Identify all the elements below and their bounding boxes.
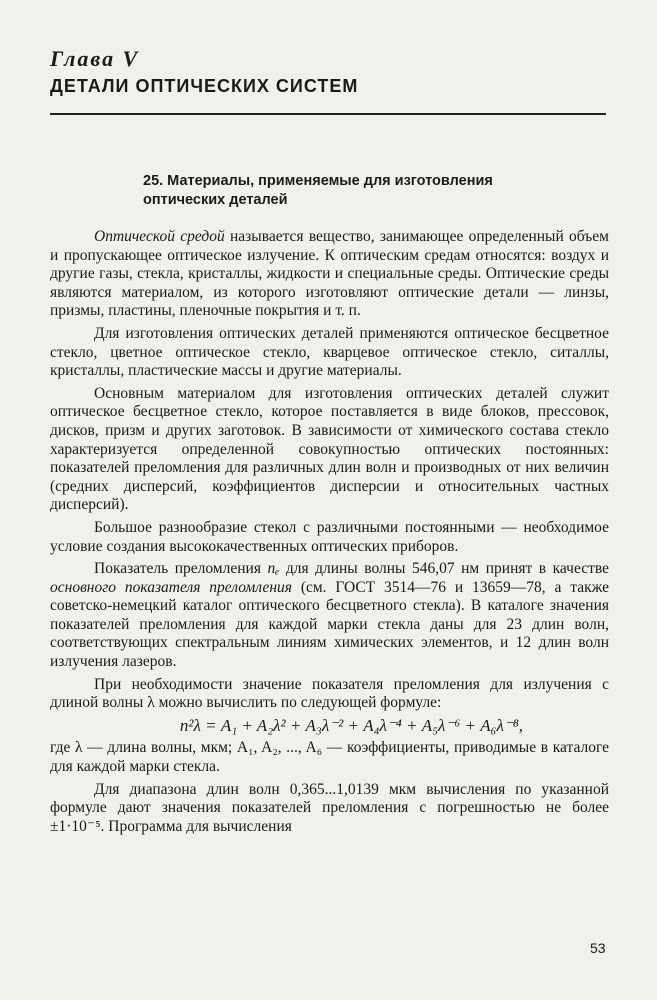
chapter-title: ДЕТАЛИ ОПТИЧЕСКИХ СИСТЕМ xyxy=(50,76,359,96)
paragraph-3: Основным материалом для изготовления оптических деталей служит оптическое бесцветное стекло, которое поставляется в виде блоков, прессовок, дисков, призм и других заготовок. В зависимости от химического состава стекло характеризуется определенной совокупностью оптических постоянных: показателей преломления для различных длин волн и производных от них величин (средних дисперсий, коэффициентов дисперсии и относительных частных дисперсий). xyxy=(50,384,609,514)
paragraph-6: При необходимости значение показателя преломления для излучения с длиной волны λ можно вычислить по следующей формуле: xyxy=(50,675,609,712)
paragraph-4: Большое разнообразие стекол с различными постоянными — необходимое условие создания высококачественных оптических приборов. xyxy=(50,518,609,555)
symbol-ne: nₑ xyxy=(267,560,280,578)
term-main-index: основного показателя преломления xyxy=(50,578,292,596)
paragraph-5-text-c: (см. ГОСТ 3514—76 и 13659—78, а также советско-немецкий каталог оптического бесцветного стекла). В каталоге значения показателей преломления для каждой марки стекла даны для 23 длин волн, соответствующих спектральным линиям химических элементов, и 12 длин волн излучения лазеров. xyxy=(50,578,609,671)
dispersion-formula: n²λ = A₁ + A₂λ² + A₃λ⁻² + A₄λ⁻⁴ + A₅λ⁻⁶ + A₆λ⁻⁸, xyxy=(179,715,524,735)
term-optical-medium: Оптической средой xyxy=(94,228,225,245)
paragraph-7: где λ — длина волны, мкм; A₁, A₂, ..., A₆ — коэффициенты, приводимые в каталоге для каждой марки стекла. xyxy=(50,739,609,776)
paragraph-1-text: называется вещество, занимающее определенный объем и пропускающее оптическое излучение. К оптическим средам относятся: воздух и другие газы, стекла, кристаллы, жидкости и специальные среды. Оптические среды являются материалом, из которого изготовляют оптические детали — линзы, призмы, пластины, пленочные покрытия и т. п. xyxy=(50,228,609,320)
chapter-label: Глава V xyxy=(50,46,140,71)
paragraph-8: Для диапазона длин волн 0,365...1,0139 мкм вычисления по указанной формуле дают значения показателей преломления с погрешностью не более ±1·10⁻⁵. Программа для вычисления xyxy=(50,780,609,835)
header-rule xyxy=(50,113,606,115)
paragraph-5-text-a: Показатель преломления xyxy=(94,560,268,578)
paragraph-1 xyxy=(50,228,609,321)
paragraph-2: Для изготовления оптических деталей применяются оптическое бесцветное стекло, цветное оптическое стекло, кварцевое оптическое стекло, ситаллы, кристаллы, пластические массы и другие материалы. xyxy=(50,324,609,380)
body-text xyxy=(50,228,609,840)
page-number: 53 xyxy=(590,940,606,956)
paragraph-5 xyxy=(50,560,609,672)
section-heading: 25. Материалы, применяемые для изготовления оптических деталей xyxy=(143,173,493,208)
paragraph-5-text-b: для длины волны 546,07 нм принят в качестве xyxy=(279,560,610,578)
